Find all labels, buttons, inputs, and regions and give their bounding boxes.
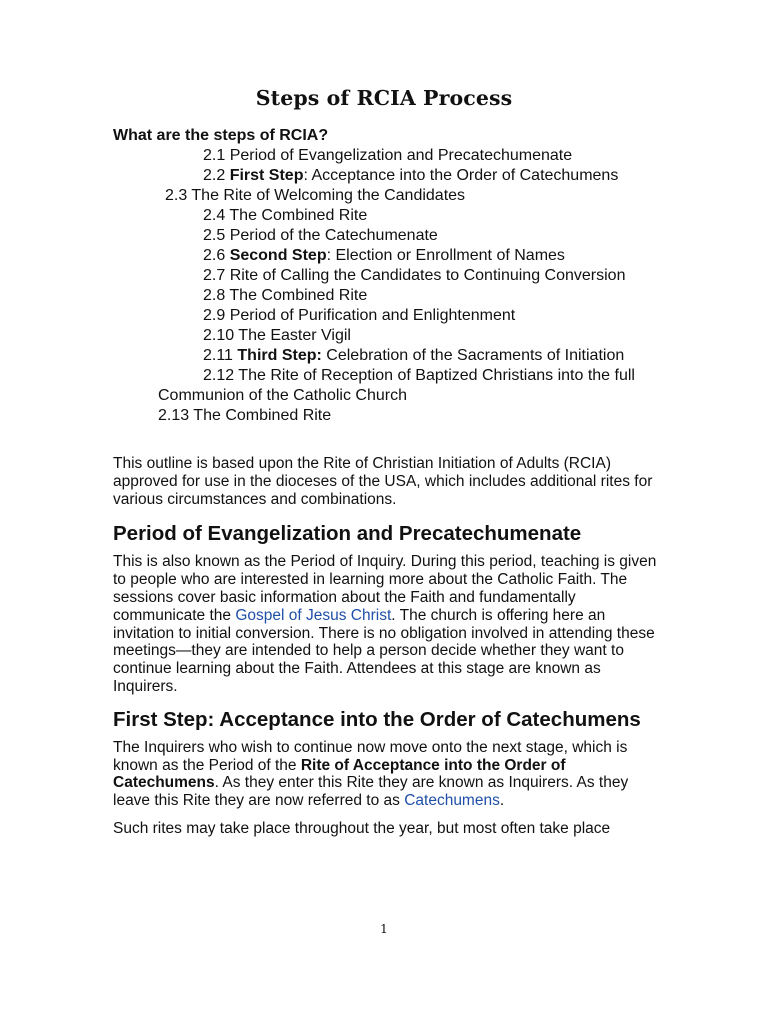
section-heading-evangelization: Period of Evangelization and Precatechumenate xyxy=(113,522,582,546)
toc-item: 2.11 Third Step: Celebration of the Sacraments of Initiation xyxy=(203,347,625,364)
document-body xyxy=(113,126,658,838)
page-number: 1 xyxy=(380,922,388,936)
rites-paragraph: Such rites may take place throughout the year, but most often take place xyxy=(113,819,611,837)
toc-item: 2.2 First Step: Acceptance into the Order of Catechumens xyxy=(203,167,619,184)
evangelization-paragraph: This is also known as the Period of Inquiry. During this period, teaching is given to people who are interested in learning more about the Catholic Faith. The sessions cover basic information about the Faith and fundamentally communicate the Gospel of Jesus Christ. The church is offering here an invitation to initial conversion. There is no obligation involved in attending these meetings—they are intended to help a person decide whether they want to continue learning about the Faith. Attendees at this stage are known as Inquirers. xyxy=(113,553,657,695)
toc-item: 2.8 The Combined Rite xyxy=(203,287,368,304)
catechumens-link[interactable]: Catechumens xyxy=(404,792,500,810)
outline-paragraph: This outline is based upon the Rite of Christian Initiation of Adults (RCIA) approved for use in the dioceses of the USA, which includes additional rites for various circumstances and combinations. xyxy=(113,455,653,508)
table-of-contents xyxy=(158,146,658,426)
toc-item: 2.4 The Combined Rite xyxy=(203,207,368,224)
toc-item: 2.12 The Rite of Reception of Baptized Christians into the full Communion of the Catholic Church xyxy=(158,367,635,404)
toc-item: 2.6 Second Step: Election or Enrollment of Names xyxy=(203,247,565,264)
toc-item: 2.9 Period of Purification and Enlightenment xyxy=(203,307,516,324)
toc-item: 2.13 The Combined Rite xyxy=(158,407,332,424)
page-title: Steps of RCIA Process xyxy=(255,86,513,110)
gospel-link[interactable]: Gospel of Jesus Christ xyxy=(235,606,392,624)
toc-item: 2.5 Period of the Catechumenate xyxy=(203,227,438,244)
toc-question: What are the steps of RCIA? xyxy=(113,127,329,144)
toc-item: 2.10 The Easter Vigil xyxy=(203,327,351,344)
section-heading-first-step: First Step: Acceptance into the Order of Catechumens xyxy=(113,707,641,731)
toc-item: 2.3 The Rite of Welcoming the Candidates xyxy=(165,187,466,204)
first-step-paragraph: The Inquirers who wish to continue now move onto the next stage, which is known as the Period of the Rite of Acceptance into the Order of Catechumens. As they enter this Rite they are known as Inquirers. As they leave this Rite they are now referred to as Catechumens. xyxy=(113,738,629,810)
toc-item: 2.7 Rite of Calling the Candidates to Continuing Conversion xyxy=(203,267,626,284)
toc-item: 2.1 Period of Evangelization and Precatechumenate xyxy=(203,147,573,164)
